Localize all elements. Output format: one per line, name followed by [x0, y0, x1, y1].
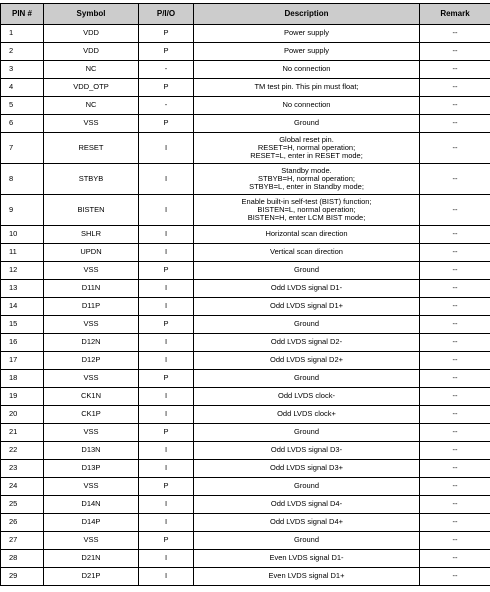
pin-number-cell: 22 — [1, 442, 44, 460]
table-row — [1, 43, 490, 61]
description-cell — [194, 133, 420, 164]
pin-number-cell: 15 — [1, 316, 44, 334]
symbol-cell: D21P — [44, 568, 139, 586]
pio-cell: I — [139, 280, 194, 298]
description-cell — [194, 97, 420, 115]
column-header-description: Description — [194, 4, 420, 25]
table-row — [1, 388, 490, 406]
table-row — [1, 406, 490, 424]
symbol-cell: VSS — [44, 316, 139, 334]
symbol-cell: VDD — [44, 43, 139, 61]
symbol-cell: VSS — [44, 370, 139, 388]
symbol-cell: VSS — [44, 115, 139, 133]
description-line: Odd LVDS clock+ — [277, 409, 336, 419]
symbol-cell: D11N — [44, 280, 139, 298]
description-line: Ground — [293, 427, 320, 437]
description-cell — [194, 79, 420, 97]
symbol-cell: D12P — [44, 352, 139, 370]
symbol-cell: CK1N — [44, 388, 139, 406]
description-cell — [194, 61, 420, 79]
table-row — [1, 370, 490, 388]
description-cell — [194, 334, 420, 352]
pio-cell: I — [139, 334, 194, 352]
remark-cell: -- — [420, 262, 490, 280]
remark-cell: -- — [420, 514, 490, 532]
description-line: Odd LVDS signal D3+ — [269, 463, 344, 473]
symbol-cell: VSS — [44, 424, 139, 442]
description-cell — [194, 195, 420, 226]
description-cell — [194, 280, 420, 298]
table-row — [1, 424, 490, 442]
table-header-row — [1, 4, 490, 25]
pio-cell: P — [139, 115, 194, 133]
description-line: Ground — [293, 481, 320, 491]
pin-number-cell: 17 — [1, 352, 44, 370]
pio-cell: I — [139, 195, 194, 226]
remark-cell: -- — [420, 43, 490, 61]
table-row — [1, 115, 490, 133]
table-row — [1, 244, 490, 262]
table-row — [1, 97, 490, 115]
description-line: Odd LVDS signal D2- — [270, 337, 343, 347]
column-header-remark: Remark — [420, 4, 490, 25]
pio-cell: P — [139, 424, 194, 442]
pio-cell: I — [139, 388, 194, 406]
table-row — [1, 195, 490, 226]
table-row — [1, 298, 490, 316]
symbol-cell: CK1P — [44, 406, 139, 424]
remark-cell: -- — [420, 226, 490, 244]
pin-number-cell: 10 — [1, 226, 44, 244]
remark-cell: -- — [420, 79, 490, 97]
description-line: Ground — [293, 265, 320, 275]
symbol-cell: NC — [44, 97, 139, 115]
remark-cell: -- — [420, 97, 490, 115]
pio-cell: P — [139, 478, 194, 496]
remark-cell: -- — [420, 388, 490, 406]
remark-cell: -- — [420, 442, 490, 460]
description-line: BISTEN=H, enter LCM BIST mode; — [247, 213, 366, 223]
pio-cell: I — [139, 244, 194, 262]
pin-number-cell: 4 — [1, 79, 44, 97]
remark-cell: -- — [420, 478, 490, 496]
pin-number-cell: 7 — [1, 133, 44, 164]
symbol-cell: RESET — [44, 133, 139, 164]
symbol-cell: VSS — [44, 532, 139, 550]
description-cell — [194, 115, 420, 133]
description-line: Global reset pin. — [279, 134, 334, 144]
table-row — [1, 316, 490, 334]
table-row — [1, 79, 490, 97]
pin-number-cell: 19 — [1, 388, 44, 406]
remark-cell: -- — [420, 244, 490, 262]
pin-number-cell: 2 — [1, 43, 44, 61]
description-cell — [194, 550, 420, 568]
symbol-cell: UPDN — [44, 244, 139, 262]
table-row — [1, 164, 490, 195]
remark-cell: -- — [420, 352, 490, 370]
pio-cell: I — [139, 550, 194, 568]
description-cell — [194, 568, 420, 586]
remark-cell: -- — [420, 61, 490, 79]
description-line: Ground — [293, 535, 320, 545]
pio-cell: - — [139, 97, 194, 115]
remark-cell: -- — [420, 133, 490, 164]
description-line: No connection — [282, 100, 331, 110]
description-cell — [194, 262, 420, 280]
pio-cell: P — [139, 532, 194, 550]
table-row — [1, 133, 490, 164]
table-row — [1, 514, 490, 532]
remark-cell: -- — [420, 25, 490, 43]
symbol-cell: D11P — [44, 298, 139, 316]
pin-assignment-table — [0, 3, 490, 586]
description-line: RESET=L, enter in RESET mode; — [250, 151, 363, 161]
pin-number-cell: 1 — [1, 25, 44, 43]
description-line: Power supply — [283, 28, 330, 38]
symbol-cell: VDD — [44, 25, 139, 43]
description-cell — [194, 532, 420, 550]
pin-number-cell: 27 — [1, 532, 44, 550]
symbol-cell: NC — [44, 61, 139, 79]
pio-cell: I — [139, 298, 194, 316]
pin-number-cell: 9 — [1, 195, 44, 226]
pio-cell: I — [139, 568, 194, 586]
symbol-cell: VSS — [44, 262, 139, 280]
pio-cell: I — [139, 496, 194, 514]
remark-cell: -- — [420, 406, 490, 424]
pio-cell: - — [139, 61, 194, 79]
pin-number-cell: 28 — [1, 550, 44, 568]
table-row — [1, 61, 490, 79]
pio-cell: I — [139, 352, 194, 370]
description-cell — [194, 388, 420, 406]
pin-number-cell: 23 — [1, 460, 44, 478]
description-line: Even LVDS signal D1+ — [268, 571, 345, 581]
pio-cell: I — [139, 226, 194, 244]
description-cell — [194, 514, 420, 532]
description-cell — [194, 370, 420, 388]
pin-number-cell: 11 — [1, 244, 44, 262]
description-cell — [194, 316, 420, 334]
table-row — [1, 25, 490, 43]
symbol-cell: BISTEN — [44, 195, 139, 226]
table-row — [1, 442, 490, 460]
description-line: RESET=H, normal operation; — [257, 142, 356, 152]
pio-cell: I — [139, 164, 194, 195]
description-line: Odd LVDS signal D1+ — [269, 301, 344, 311]
remark-cell: -- — [420, 496, 490, 514]
description-cell — [194, 25, 420, 43]
table-row — [1, 226, 490, 244]
column-header-pin: PIN # — [1, 4, 44, 25]
pio-cell: I — [139, 406, 194, 424]
description-line: Odd LVDS clock- — [278, 391, 335, 401]
description-line: Standby mode. — [281, 165, 332, 175]
remark-cell: -- — [420, 370, 490, 388]
description-line: Even LVDS signal D1- — [269, 553, 344, 563]
pin-number-cell: 18 — [1, 370, 44, 388]
pin-number-cell: 12 — [1, 262, 44, 280]
description-line: STBYB=H, normal operation; — [258, 173, 355, 183]
description-line: Vertical scan direction — [270, 247, 343, 257]
description-line: Power supply — [283, 46, 330, 56]
symbol-cell: D13P — [44, 460, 139, 478]
pin-number-cell: 29 — [1, 568, 44, 586]
pin-number-cell: 24 — [1, 478, 44, 496]
column-header-pio: P/I/O — [139, 4, 194, 25]
pio-cell: P — [139, 25, 194, 43]
description-line: Ground — [293, 118, 320, 128]
description-line: Horizontal scan direction — [265, 229, 348, 239]
symbol-cell: D21N — [44, 550, 139, 568]
pio-cell: P — [139, 43, 194, 61]
description-cell — [194, 442, 420, 460]
description-line: STBYB=L, enter in Standby mode; — [249, 182, 364, 192]
symbol-cell: D14P — [44, 514, 139, 532]
description-line: Ground — [293, 373, 320, 383]
table-row — [1, 532, 490, 550]
pio-cell: P — [139, 370, 194, 388]
symbol-cell: D14N — [44, 496, 139, 514]
remark-cell: -- — [420, 424, 490, 442]
pin-number-cell: 26 — [1, 514, 44, 532]
remark-cell: -- — [420, 164, 490, 195]
pin-number-cell: 5 — [1, 97, 44, 115]
pio-cell: P — [139, 262, 194, 280]
pin-number-cell: 3 — [1, 61, 44, 79]
description-cell — [194, 496, 420, 514]
description-cell — [194, 226, 420, 244]
remark-cell: -- — [420, 550, 490, 568]
description-cell — [194, 352, 420, 370]
remark-cell: -- — [420, 298, 490, 316]
table-body — [1, 25, 490, 586]
table-row — [1, 478, 490, 496]
description-line: Odd LVDS signal D4- — [270, 499, 343, 509]
pin-number-cell: 21 — [1, 424, 44, 442]
description-cell — [194, 164, 420, 195]
description-cell — [194, 406, 420, 424]
pin-number-cell: 25 — [1, 496, 44, 514]
pin-number-cell: 13 — [1, 280, 44, 298]
symbol-cell: STBYB — [44, 164, 139, 195]
table-row — [1, 262, 490, 280]
pin-number-cell: 8 — [1, 164, 44, 195]
description-cell — [194, 460, 420, 478]
table-row — [1, 460, 490, 478]
description-cell — [194, 43, 420, 61]
description-cell — [194, 244, 420, 262]
table-row — [1, 550, 490, 568]
description-line: Enable built-in self-test (BIST) function; — [241, 196, 372, 206]
pio-cell: I — [139, 442, 194, 460]
description-line: Odd LVDS signal D4+ — [269, 517, 344, 527]
description-line: Ground — [293, 319, 320, 329]
remark-cell: -- — [420, 115, 490, 133]
pio-cell: P — [139, 316, 194, 334]
remark-cell: -- — [420, 532, 490, 550]
pio-cell: P — [139, 79, 194, 97]
remark-cell: -- — [420, 460, 490, 478]
description-line: Odd LVDS signal D2+ — [269, 355, 344, 365]
pin-number-cell: 14 — [1, 298, 44, 316]
table-row — [1, 352, 490, 370]
remark-cell: -- — [420, 316, 490, 334]
description-line: TM test pin. This pin must float; — [254, 82, 359, 92]
description-cell — [194, 478, 420, 496]
pin-number-cell: 16 — [1, 334, 44, 352]
pio-cell: I — [139, 133, 194, 164]
table-row — [1, 280, 490, 298]
remark-cell: -- — [420, 280, 490, 298]
remark-cell: -- — [420, 195, 490, 226]
pio-cell: I — [139, 460, 194, 478]
table-row — [1, 568, 490, 586]
pin-number-cell: 20 — [1, 406, 44, 424]
description-line: Odd LVDS signal D1- — [270, 283, 343, 293]
column-header-symbol: Symbol — [44, 4, 139, 25]
description-cell — [194, 298, 420, 316]
pin-number-cell: 6 — [1, 115, 44, 133]
symbol-cell: D12N — [44, 334, 139, 352]
symbol-cell: VSS — [44, 478, 139, 496]
table-row — [1, 496, 490, 514]
symbol-cell: D13N — [44, 442, 139, 460]
description-line: BISTEN=L, normal operation; — [257, 204, 356, 214]
description-cell — [194, 424, 420, 442]
table-row — [1, 334, 490, 352]
description-line: No connection — [282, 64, 331, 74]
description-line: Odd LVDS signal D3- — [270, 445, 343, 455]
symbol-cell: SHLR — [44, 226, 139, 244]
symbol-cell: VDD_OTP — [44, 79, 139, 97]
remark-cell: -- — [420, 568, 490, 586]
remark-cell: -- — [420, 334, 490, 352]
pio-cell: I — [139, 514, 194, 532]
